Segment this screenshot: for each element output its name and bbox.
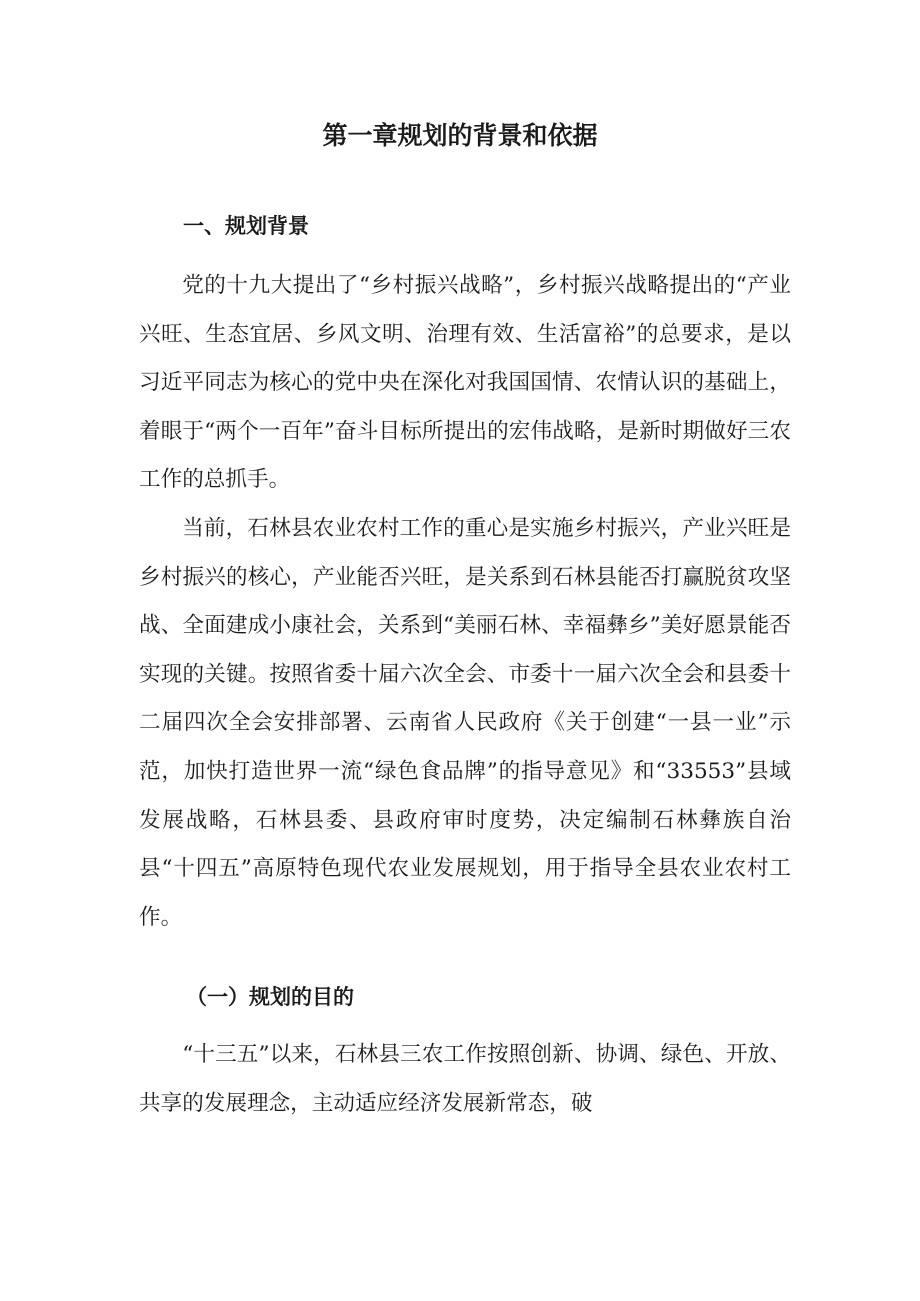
section-heading: 一、规划背景 (183, 214, 309, 238)
subsection-heading: （一）规划的目的 (186, 985, 354, 1009)
body-paragraph: 当前，石林县农业农村工作的重心是实施乡村振兴，产业兴旺是乡村振兴的核心，产业能否兴旺，是关系到石林县能否打赢脱贫攻坚战、全面建成小康社会，关系到“美丽石林、幸福彝乡”美好愿景能否实现的关键。按照省委十届六次全会、市委十一届六次全会和县委十二届四次全会安排部署、云南省人民政府《关于创建“一县一业”示范，加快打造世界一流“绿色食品牌”的指导意见》和“33553”县域发展战略，石林县委、县政府审时度势，决定编制石林彝族自治县“十四五”高原特色现代农业发展规划，用于指导全县农业农村工作。 (139, 516, 791, 930)
body-paragraph: “十三五”以来，石林县三农工作按照创新、协调、绿色、开放、共享的发展理念，主动适应经济发展新常态，破 (139, 1042, 791, 1116)
chapter-title: 第一章规划的背景和依据 (322, 121, 598, 150)
body-paragraph: 党的十九大提出了“乡村振兴战略”，乡村振兴战略提出的“产业兴旺、生态宜居、乡风文明、治理有效、生活富裕”的总要求，是以习近平同志为核心的党中央在深化对我国国情、农情认识的基础上，着眼于“两个一百年”奋斗目标所提出的宏伟战略，是新时期做好三农工作的总抓手。 (139, 273, 791, 493)
